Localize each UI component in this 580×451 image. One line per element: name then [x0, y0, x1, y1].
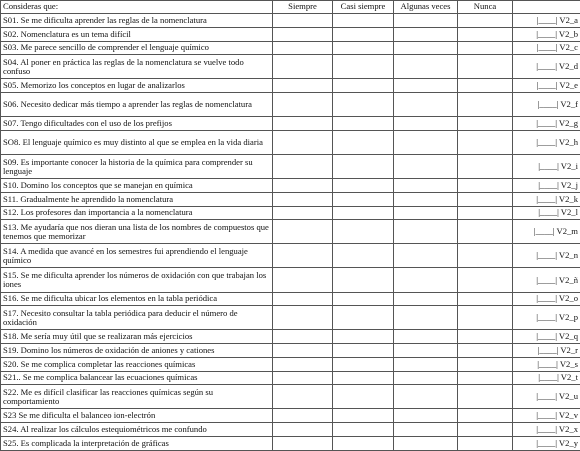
response-cell-never[interactable] — [458, 192, 513, 206]
survey-body — [1, 14, 580, 451]
response-cell-always[interactable] — [273, 55, 333, 79]
variable-code-cell: |____| V2_v — [513, 409, 580, 423]
response-cell-almost-always[interactable] — [333, 436, 394, 450]
table-row — [1, 154, 580, 178]
response-cell-almost-always[interactable] — [333, 93, 394, 117]
response-cell-almost-always[interactable] — [333, 220, 394, 244]
response-cell-sometimes[interactable] — [394, 344, 458, 358]
response-cell-almost-always[interactable] — [333, 154, 394, 178]
response-cell-always[interactable] — [273, 192, 333, 206]
response-cell-almost-always[interactable] — [333, 79, 394, 93]
statement-cell: S22. Me es difícil clasificar las reacciones químicas según su comportamiento — [1, 385, 273, 409]
statement-cell: S16. Se me dificulta ubicar los elementos en la tabla periódica — [1, 292, 273, 306]
response-cell-always[interactable] — [273, 14, 333, 28]
variable-code-cell: |____| V2_x — [513, 423, 580, 437]
response-cell-almost-always[interactable] — [333, 117, 394, 131]
response-cell-always[interactable] — [273, 27, 333, 41]
table-row — [1, 27, 580, 41]
response-cell-almost-always[interactable] — [333, 130, 394, 154]
variable-code-cell: |____| V2_l — [513, 206, 580, 220]
table-row — [1, 306, 580, 330]
variable-code-cell: |____| V2_d — [513, 55, 580, 79]
variable-code-cell: |____| V2_c — [513, 41, 580, 55]
response-cell-sometimes[interactable] — [394, 93, 458, 117]
table-row — [1, 292, 580, 306]
response-cell-never[interactable] — [458, 409, 513, 423]
response-cell-almost-always[interactable] — [333, 344, 394, 358]
response-cell-never[interactable] — [458, 268, 513, 292]
response-cell-never[interactable] — [458, 385, 513, 409]
response-cell-almost-always[interactable] — [333, 14, 394, 28]
variable-code-cell: |____| V2_o — [513, 292, 580, 306]
header-row — [1, 1, 580, 14]
table-row — [1, 423, 580, 437]
variable-code-cell: |____| V2_e — [513, 79, 580, 93]
table-row — [1, 55, 580, 79]
table-row — [1, 385, 580, 409]
statement-cell: S14. A medida que avancé en los semestres fui aprendiendo el lenguaje químico — [1, 244, 273, 268]
variable-code-cell: |____| V2_h — [513, 130, 580, 154]
response-cell-almost-always[interactable] — [333, 357, 394, 371]
statement-cell: S12. Los profesores dan importancia a la nomenclatura — [1, 206, 273, 220]
statement-cell: S15. Se me dificulta aprender los números de oxidación con que trabajan los iones — [1, 268, 273, 292]
table-row — [1, 117, 580, 131]
response-cell-never[interactable] — [458, 244, 513, 268]
statement-cell: S01. Se me dificulta aprender las reglas de la nomenclatura — [1, 14, 273, 28]
response-cell-almost-always[interactable] — [333, 41, 394, 55]
response-cell-never[interactable] — [458, 306, 513, 330]
response-cell-sometimes[interactable] — [394, 436, 458, 450]
table-row — [1, 14, 580, 28]
response-cell-almost-always[interactable] — [333, 27, 394, 41]
response-cell-almost-always[interactable] — [333, 55, 394, 79]
response-cell-sometimes[interactable] — [394, 423, 458, 437]
response-cell-always[interactable] — [273, 154, 333, 178]
table-row — [1, 192, 580, 206]
statement-cell: S04. Al poner en práctica las reglas de la nomenclatura se vuelve todo confuso — [1, 55, 273, 79]
response-cell-sometimes[interactable] — [394, 117, 458, 131]
response-cell-always[interactable] — [273, 357, 333, 371]
header-always: Siempre — [273, 1, 333, 14]
response-cell-almost-always[interactable] — [333, 244, 394, 268]
response-cell-sometimes[interactable] — [394, 179, 458, 193]
response-cell-always[interactable] — [273, 268, 333, 292]
response-cell-never[interactable] — [458, 436, 513, 450]
variable-code-cell: |____| V2_f — [513, 93, 580, 117]
response-cell-always[interactable] — [273, 306, 333, 330]
table-row — [1, 344, 580, 358]
variable-code-cell: |____| V2_q — [513, 330, 580, 344]
variable-code-cell: |____| V2_a — [513, 14, 580, 28]
response-cell-almost-always[interactable] — [333, 268, 394, 292]
variable-code-cell: |____| V2_m — [513, 220, 580, 244]
response-cell-never[interactable] — [458, 27, 513, 41]
response-cell-never[interactable] — [458, 41, 513, 55]
response-cell-sometimes[interactable] — [394, 268, 458, 292]
response-cell-always[interactable] — [273, 292, 333, 306]
response-cell-always[interactable] — [273, 220, 333, 244]
response-cell-sometimes[interactable] — [394, 130, 458, 154]
statement-cell: S19. Domino los números de oxidación de aniones y cationes — [1, 344, 273, 358]
response-cell-never[interactable] — [458, 371, 513, 385]
response-cell-never[interactable] — [458, 93, 513, 117]
statement-cell: S17. Necesito consultar la tabla periódica para deducir el número de oxidación — [1, 306, 273, 330]
variable-code-cell: |____| V2_j — [513, 179, 580, 193]
variable-code-cell: |____| V2_s — [513, 357, 580, 371]
response-cell-always[interactable] — [273, 79, 333, 93]
response-cell-never[interactable] — [458, 423, 513, 437]
response-cell-sometimes[interactable] — [394, 55, 458, 79]
statement-cell: S24. Al realizar los cálculos estequiométricos me confundo — [1, 423, 273, 437]
statement-cell: S21.. Se me complica balancear las ecuaciones químicas — [1, 371, 273, 385]
variable-code-cell: |____| V2_t — [513, 371, 580, 385]
response-cell-sometimes[interactable] — [394, 192, 458, 206]
variable-code-cell: |____| V2_y — [513, 436, 580, 450]
response-cell-always[interactable] — [273, 41, 333, 55]
response-cell-always[interactable] — [273, 344, 333, 358]
statement-cell: S10. Domino los conceptos que se manejan en química — [1, 179, 273, 193]
variable-code-cell: |____| V2_g — [513, 117, 580, 131]
response-cell-almost-always[interactable] — [333, 179, 394, 193]
response-cell-almost-always[interactable] — [333, 206, 394, 220]
statement-cell: S03. Me parece sencillo de comprender el lenguaje químico — [1, 41, 273, 55]
table-row — [1, 436, 580, 450]
statement-cell: S09. Es importante conocer la historia de la química para comprender su lenguaje — [1, 154, 273, 178]
variable-code-cell: |____| V2_n — [513, 244, 580, 268]
response-cell-sometimes[interactable] — [394, 79, 458, 93]
statement-cell: S13. Me ayudaría que nos dieran una lista de los nombres de compuestos que tenemos que memorizar — [1, 220, 273, 244]
header-almost-always: Casi siempre — [333, 1, 394, 14]
response-cell-almost-always[interactable] — [333, 306, 394, 330]
variable-code-cell: |____| V2_r — [513, 344, 580, 358]
response-cell-never[interactable] — [458, 154, 513, 178]
response-cell-almost-always[interactable] — [333, 385, 394, 409]
statement-cell: S20. Se me complica completar las reacciones químicas — [1, 357, 273, 371]
response-cell-sometimes[interactable] — [394, 154, 458, 178]
response-cell-always[interactable] — [273, 385, 333, 409]
response-cell-always[interactable] — [273, 117, 333, 131]
response-cell-almost-always[interactable] — [333, 409, 394, 423]
header-code — [513, 1, 580, 14]
variable-code-cell: |____| V2_ñ — [513, 268, 580, 292]
response-cell-never[interactable] — [458, 130, 513, 154]
statement-cell: S23 Se me dificulta el balanceo ion-electrón — [1, 409, 273, 423]
variable-code-cell: |____| V2_p — [513, 306, 580, 330]
variable-code-cell: |____| V2_b — [513, 27, 580, 41]
table-row — [1, 268, 580, 292]
response-cell-never[interactable] — [458, 55, 513, 79]
variable-code-cell: |____| V2_i — [513, 154, 580, 178]
response-cell-sometimes[interactable] — [394, 306, 458, 330]
response-cell-sometimes[interactable] — [394, 244, 458, 268]
header-never: Nunca — [458, 1, 513, 14]
table-row — [1, 330, 580, 344]
statement-cell: S07. Tengo dificultades con el uso de los prefijos — [1, 117, 273, 131]
response-cell-always[interactable] — [273, 423, 333, 437]
response-cell-never[interactable] — [458, 117, 513, 131]
table-row — [1, 220, 580, 244]
response-cell-always[interactable] — [273, 244, 333, 268]
table-row — [1, 79, 580, 93]
response-cell-always[interactable] — [273, 409, 333, 423]
response-cell-sometimes[interactable] — [394, 292, 458, 306]
response-cell-sometimes[interactable] — [394, 371, 458, 385]
response-cell-sometimes[interactable] — [394, 330, 458, 344]
table-row — [1, 41, 580, 55]
response-cell-almost-always[interactable] — [333, 330, 394, 344]
response-cell-sometimes[interactable] — [394, 409, 458, 423]
statement-cell: S25. Es complicada la interpretación de gráficas — [1, 436, 273, 450]
response-cell-never[interactable] — [458, 79, 513, 93]
table-row — [1, 357, 580, 371]
response-cell-always[interactable] — [273, 436, 333, 450]
variable-code-cell: |____| V2_k — [513, 192, 580, 206]
table-row — [1, 409, 580, 423]
response-cell-almost-always[interactable] — [333, 423, 394, 437]
response-cell-always[interactable] — [273, 206, 333, 220]
response-cell-always[interactable] — [273, 179, 333, 193]
response-cell-sometimes[interactable] — [394, 14, 458, 28]
table-row — [1, 244, 580, 268]
response-cell-never[interactable] — [458, 344, 513, 358]
response-cell-always[interactable] — [273, 130, 333, 154]
variable-code-cell: |____| V2_u — [513, 385, 580, 409]
table-row — [1, 179, 580, 193]
response-cell-almost-always[interactable] — [333, 371, 394, 385]
response-cell-sometimes[interactable] — [394, 357, 458, 371]
header-statement: Consideras que: — [1, 1, 273, 14]
response-cell-sometimes[interactable] — [394, 206, 458, 220]
response-cell-never[interactable] — [458, 330, 513, 344]
table-row — [1, 371, 580, 385]
table-row — [1, 93, 580, 117]
response-cell-never[interactable] — [458, 179, 513, 193]
table-row — [1, 130, 580, 154]
response-cell-never[interactable] — [458, 357, 513, 371]
response-cell-sometimes[interactable] — [394, 385, 458, 409]
response-cell-sometimes[interactable] — [394, 220, 458, 244]
header-sometimes: Algunas veces — [394, 1, 458, 14]
statement-cell: S05. Memorizo los conceptos en lugar de analizarlos — [1, 79, 273, 93]
response-cell-almost-always[interactable] — [333, 192, 394, 206]
response-cell-never[interactable] — [458, 206, 513, 220]
response-cell-always[interactable] — [273, 330, 333, 344]
response-cell-never[interactable] — [458, 292, 513, 306]
statement-cell: SO8. El lenguaje químico es muy distinto al que se emplea en la vida diaria — [1, 130, 273, 154]
statement-cell: S02. Nomenclatura es un tema difícil — [1, 27, 273, 41]
response-cell-always[interactable] — [273, 371, 333, 385]
statement-cell: S11. Gradualmente he aprendido la nomenclatura — [1, 192, 273, 206]
statement-cell: S18. Me sería muy útil que se realizaran más ejercicios — [1, 330, 273, 344]
table-row — [1, 206, 580, 220]
response-cell-never[interactable] — [458, 220, 513, 244]
response-cell-almost-always[interactable] — [333, 292, 394, 306]
statement-cell: S06. Necesito dedicar más tiempo a aprender las reglas de nomenclatura — [1, 93, 273, 117]
response-cell-always[interactable] — [273, 93, 333, 117]
response-cell-sometimes[interactable] — [394, 27, 458, 41]
response-cell-sometimes[interactable] — [394, 41, 458, 55]
response-cell-never[interactable] — [458, 14, 513, 28]
